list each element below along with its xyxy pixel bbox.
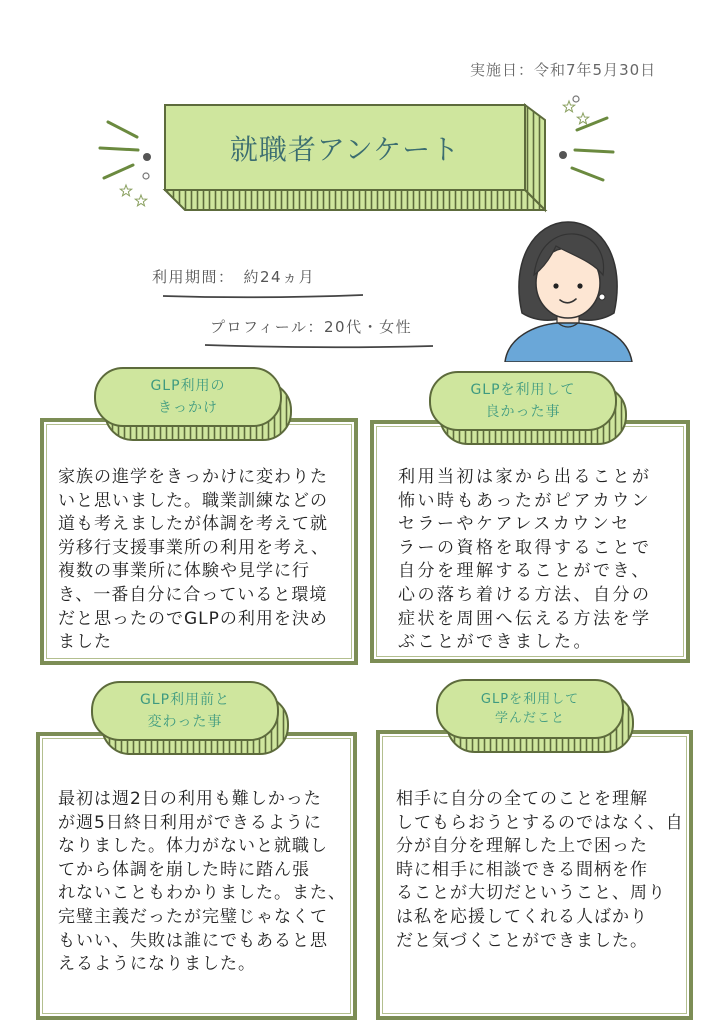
- card-label-learnings: [435, 678, 640, 758]
- label-text: [437, 680, 623, 738]
- ring-icon: [143, 173, 149, 179]
- sparkle-line: [575, 150, 613, 152]
- label-line: 学んだこと: [494, 711, 565, 726]
- sparkle-line: [108, 122, 137, 137]
- label-line: 変わった事: [147, 714, 223, 730]
- label-line: GLP利用の: [150, 378, 226, 394]
- star-icon: [120, 185, 131, 196]
- card-body: 家族の進学をきっかけに変わりた いと思いました。職業訓練などの 道も考えましたが体調を考えて就 労移行支援事業所の利用を考え、 複数の事業所に体験や見学に行 き、一番自分に合っていると環境 だと思ったのでGLPの利用を決め ました: [58, 467, 330, 653]
- card-body: 利用当初は家から出ることが 怖い時もあったがピアカウン セラーやケアレスカウンセ ラーの資格を取得することで 自分を理解することができ、 心の落ち着ける方法、自分の 症状を周囲へ伝える方法を学 ぶことができました。: [398, 467, 652, 653]
- card-body: 相手に自分の全てのことを理解 してもらおうとするのではなく、自 分が自分を理解した上で困った 時に相手に相談できる間柄を作 ることが大切だということ、周り は私を応援してくれる人ばかり だと気づくことができました。: [396, 789, 684, 951]
- label-line: 良かった事: [485, 404, 561, 420]
- card-label-benefits: [428, 370, 633, 450]
- underline: [160, 290, 370, 302]
- star-icon: [563, 101, 574, 112]
- card-motivation: [40, 418, 358, 665]
- title-banner: [160, 100, 555, 215]
- dot-icon: [143, 153, 151, 161]
- label-line: きっかけ: [158, 400, 218, 416]
- person-avatar-icon: [500, 215, 635, 362]
- label-text: [92, 682, 278, 740]
- label-line: GLPを利用して: [470, 382, 576, 398]
- star-icon: [135, 195, 146, 206]
- dot-icon: [559, 151, 567, 159]
- card-label-changes: [90, 680, 295, 760]
- sparkle-line: [572, 168, 603, 180]
- label-line: GLP利用前と: [139, 692, 231, 708]
- page-title: 就職者アンケート: [229, 132, 461, 166]
- usage-period: 利用期間： 約24ヵ月: [152, 268, 316, 286]
- sparkle-line: [100, 148, 138, 150]
- card-learnings: [376, 730, 693, 1020]
- star-icon: [577, 113, 588, 124]
- user-profile: プロフィール：20代・女性: [210, 318, 413, 336]
- survey-date: 実施日：令和7年5月30日: [470, 61, 657, 79]
- label-line: GLPを利用して: [480, 692, 580, 707]
- underline: [200, 340, 440, 352]
- label-text: [430, 372, 616, 430]
- ring-icon: [573, 96, 579, 102]
- earring-icon: [599, 294, 605, 300]
- card-benefits: [370, 420, 690, 663]
- label-text: [95, 368, 281, 426]
- card-label-motivation: [93, 366, 298, 446]
- card-body: 最初は週2日の利用も難しかった が週5日終日利用ができるように なりました。体力がないと就職し てから体調を崩した時に踏ん張 れないこともわかりました。また、 完璧主義だったが完璧じゃなくて もいい、失敗は誰にでもあると思 えるようになりました。: [58, 789, 346, 975]
- sparkle-line: [104, 165, 133, 178]
- card-changes: [36, 732, 357, 1020]
